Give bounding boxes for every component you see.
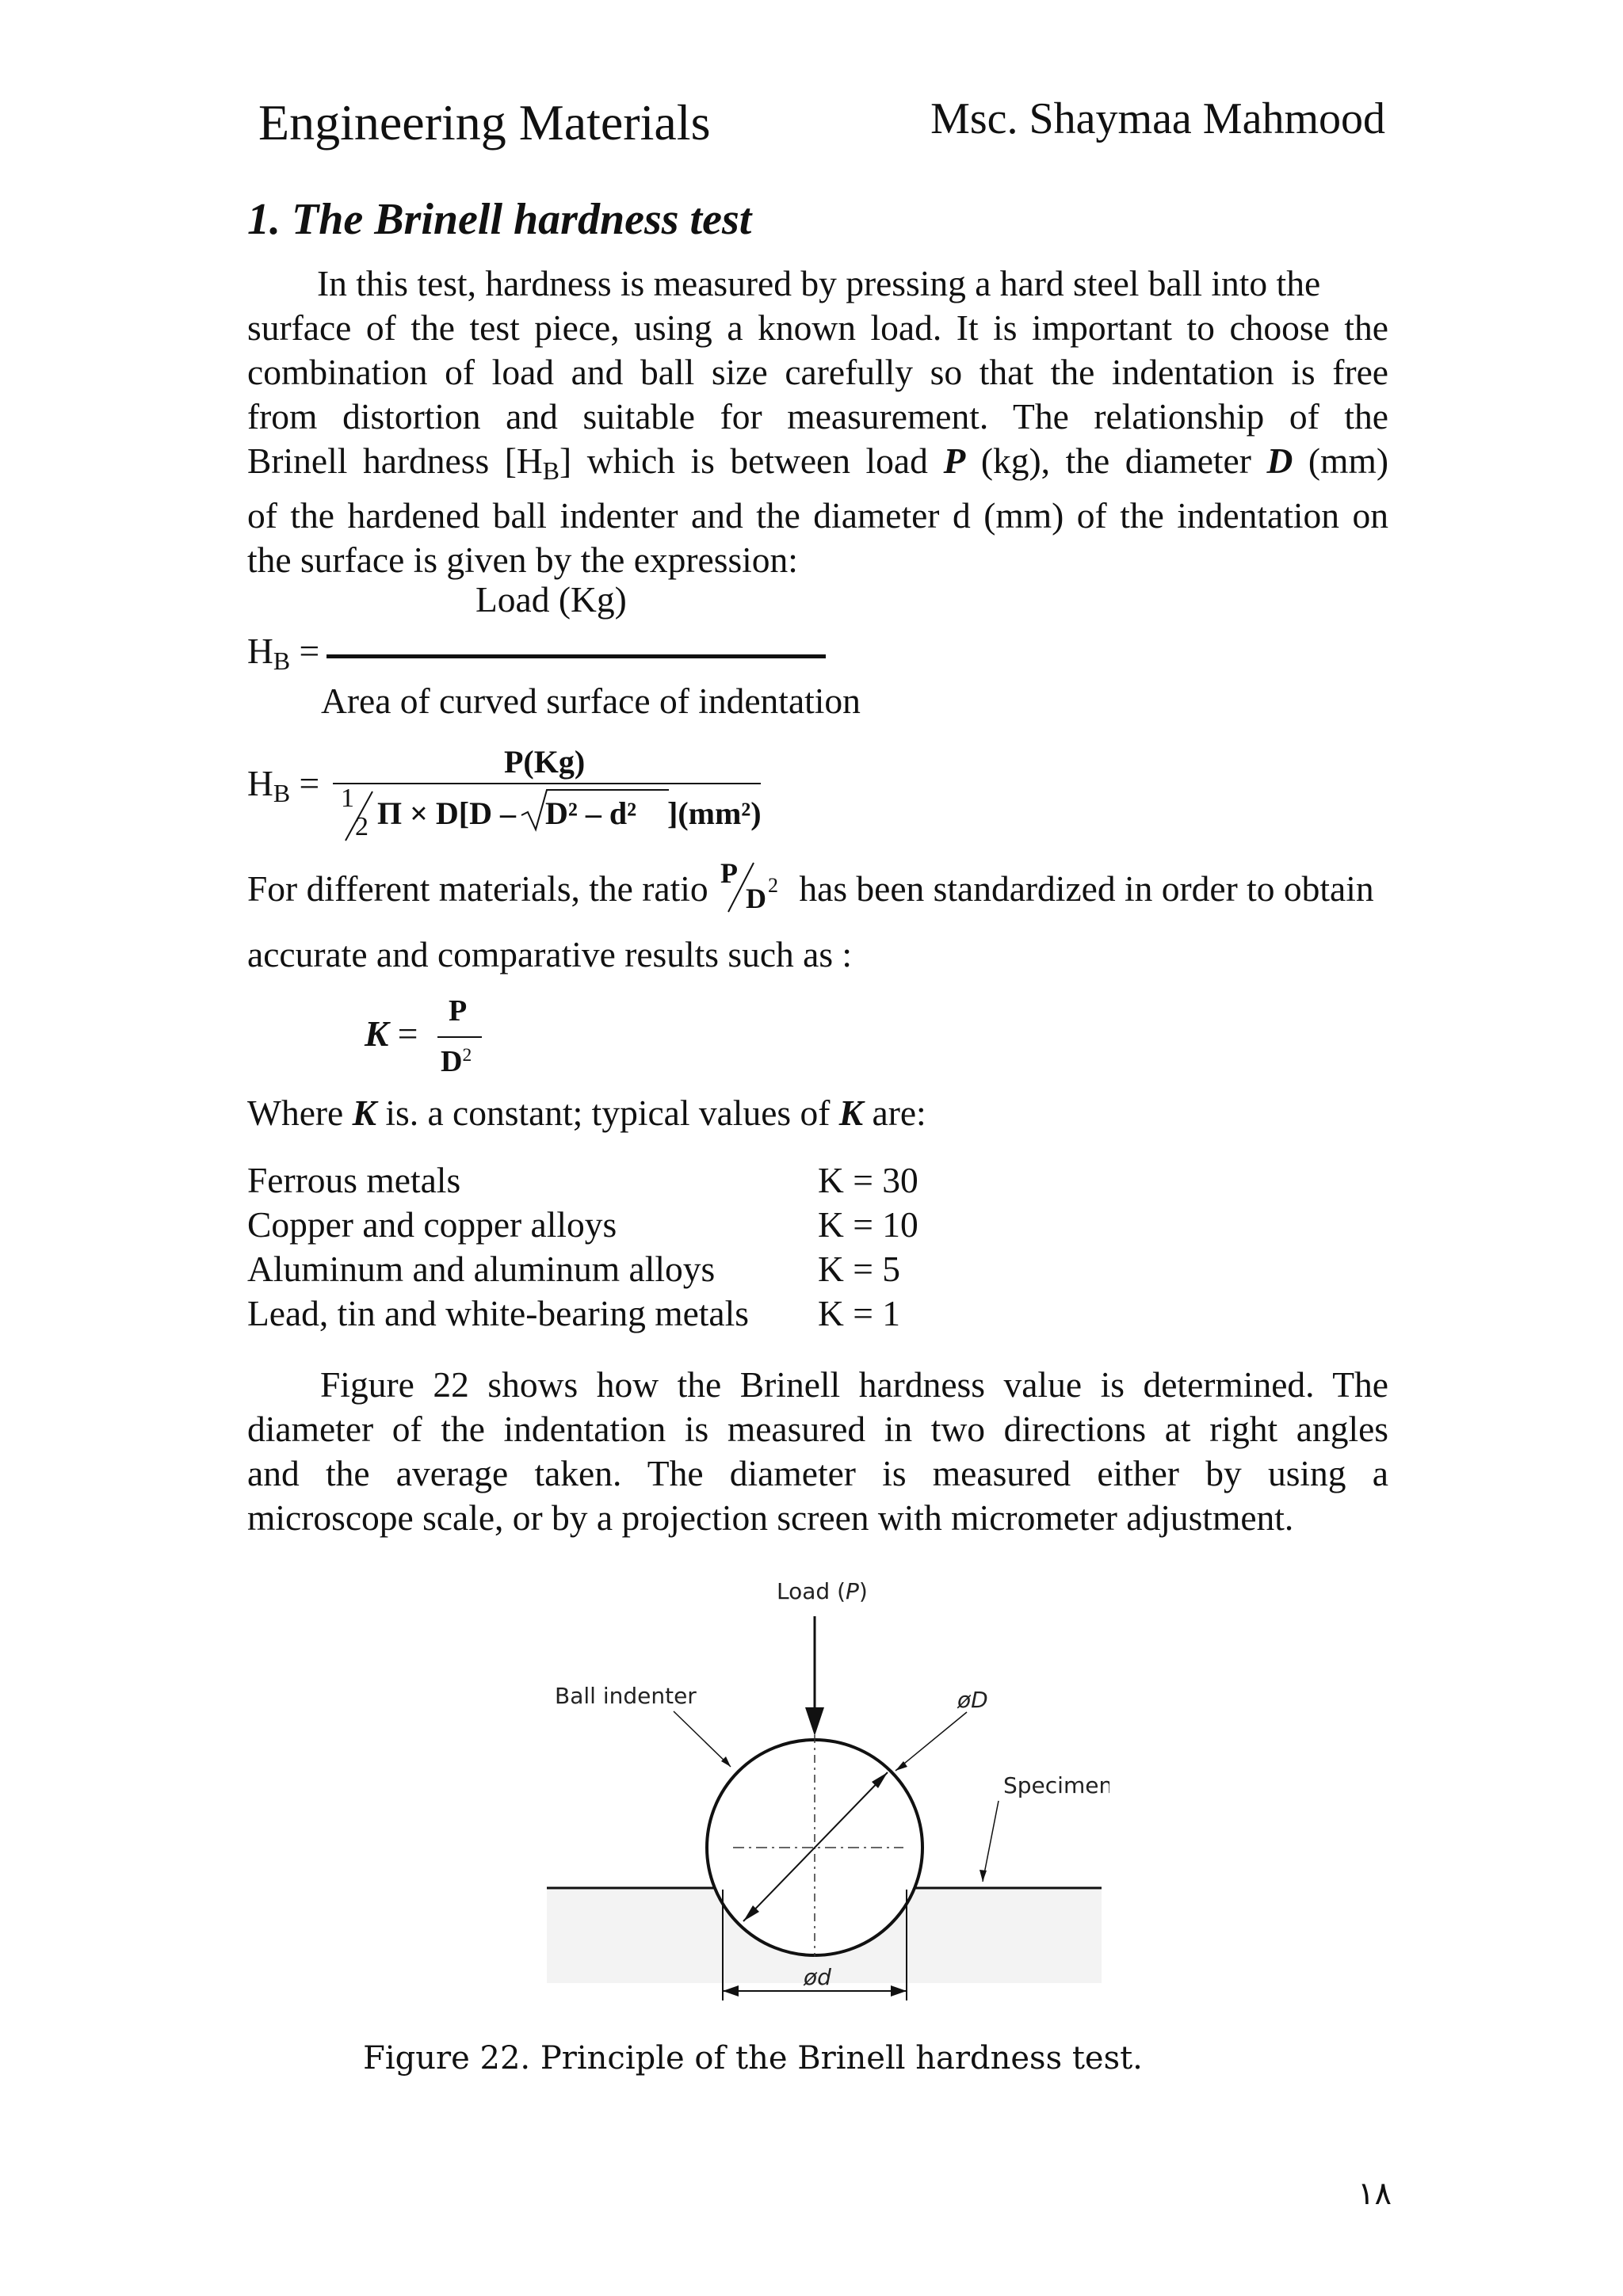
- intro-line: combination of load and ball size carefully so that the indentation is free: [247, 352, 1388, 392]
- figure-line: Figure 22 shows how the Brinell hardness value is determined. The: [320, 1364, 1388, 1405]
- page-number: ١٨: [1358, 2176, 1392, 2211]
- text-span: =: [299, 631, 320, 671]
- od-label: øD: [957, 1687, 988, 1713]
- figure-line: and the average taken. The diameter is measured either by using a: [247, 1453, 1388, 1493]
- od-small-label: ød: [804, 1964, 831, 1990]
- figure-paragraph: [247, 1363, 1388, 1540]
- text-span: (mm): [1293, 441, 1388, 481]
- text-span: D: [1266, 441, 1293, 481]
- intro-line: surface of the test piece, using a known load. It is important to choose the: [247, 307, 1388, 348]
- intro-line: the surface is given by the expression:: [247, 539, 798, 580]
- text-span: (kg), the diameter: [965, 441, 1267, 481]
- k-value: K = 10: [818, 1204, 918, 1245]
- text-span: 1: [341, 784, 354, 813]
- text-span: Where: [247, 1093, 353, 1133]
- k-material: Ferrous metals: [247, 1160, 461, 1200]
- figure-line: microscope scale, or by a projection screen with micrometer adjustment.: [247, 1497, 1294, 1538]
- formula1-numerator: Load (Kg): [475, 579, 627, 620]
- formula1-fraction-bar: [327, 654, 826, 658]
- intro-line: of the hardened ball indenter and the diameter d (mm) of the indentation on: [247, 494, 1388, 536]
- specimen-leader: [983, 1801, 999, 1882]
- brinell-figure: [539, 1557, 1109, 2032]
- text-span: has been standardized in order to obtain: [790, 868, 1374, 909]
- ratio-line-2: accurate and comparative results such as :: [247, 934, 853, 974]
- text-span: D: [441, 1045, 463, 1078]
- formula3-lhs: [365, 1013, 418, 1055]
- formula2-fraction-bar: [333, 783, 761, 784]
- text-span: H: [247, 631, 273, 671]
- text-span: Brinell hardness [H: [247, 441, 543, 481]
- text-span: Π × D[D –: [377, 795, 516, 831]
- text-span: H: [247, 763, 273, 803]
- specimen-leader-arrow: [980, 1870, 987, 1882]
- d-arrow-right: [891, 1985, 907, 1997]
- text-span: B: [273, 779, 291, 807]
- text-span: =: [299, 763, 320, 803]
- header-course-title: Engineering Materials: [258, 94, 711, 151]
- section-title: 1. The Brinell hardness test: [247, 195, 752, 244]
- text-span: P: [846, 1578, 859, 1604]
- text-span: 2: [768, 874, 778, 897]
- text-span: B: [273, 646, 291, 675]
- ball-leader-arrow: [721, 1756, 731, 1767]
- k-row: [247, 1247, 918, 1291]
- formula2-numerator: P(Kg): [504, 744, 586, 780]
- text-span: =: [397, 1013, 418, 1054]
- text-span: is. a constant; typical values of: [376, 1093, 839, 1133]
- text-span: For different materials, the ratio: [247, 868, 717, 909]
- text-span: D: [746, 883, 766, 914]
- where-k-line: [247, 1092, 926, 1134]
- formula3-fraction-bar: [437, 1036, 482, 1038]
- text-span: Load (: [777, 1578, 846, 1604]
- k-row: [247, 1291, 918, 1336]
- text-span: P: [943, 441, 966, 481]
- text-span: K: [352, 1093, 376, 1133]
- text-span: ] which is between load: [559, 441, 944, 481]
- figure-line: diameter of the indentation is measured in two directions at right angles: [247, 1409, 1388, 1449]
- text-span: are:: [863, 1093, 926, 1133]
- k-material: Lead, tin and white-bearing metals: [247, 1293, 749, 1333]
- formula2-denominator: [338, 784, 781, 844]
- formula1-lhs: [247, 630, 319, 676]
- text-span: 2: [462, 1045, 472, 1066]
- formula3-denominator: [441, 1044, 472, 1079]
- text-span: D² – d²: [545, 795, 637, 831]
- text-span: K: [365, 1013, 389, 1054]
- sqrt-bar: [550, 788, 669, 791]
- text-span: 2: [355, 812, 369, 841]
- ratio-line-1: [247, 857, 1374, 914]
- text-span: K: [838, 1093, 864, 1133]
- k-value: K = 1: [818, 1293, 901, 1333]
- k-material: Aluminum and aluminum alloys: [247, 1249, 716, 1289]
- figure-caption: Figure 22. Principle of the Brinell hardness test.: [363, 2040, 1143, 2077]
- load-arrow-head: [805, 1707, 824, 1736]
- k-row: [247, 1158, 918, 1203]
- od-leader: [896, 1712, 967, 1771]
- load-label: [777, 1578, 868, 1604]
- intro-paragraph: [247, 261, 1388, 582]
- text-span: ): [858, 1578, 868, 1604]
- formula3-numerator: P: [449, 994, 468, 1028]
- k-value: K = 30: [818, 1160, 918, 1200]
- text-span: ](mm²): [667, 795, 762, 831]
- ball-leader: [674, 1711, 731, 1767]
- text-span: P: [720, 857, 738, 889]
- ratio-fraction: [717, 857, 790, 914]
- k-material: Copper and copper alloys: [247, 1204, 617, 1245]
- k-values-table: [247, 1158, 918, 1336]
- brinell-diagram: [539, 1557, 1109, 2032]
- intro-line: [247, 439, 1388, 494]
- k-value: K = 5: [818, 1249, 901, 1289]
- ball-indenter-label: Ball indenter: [555, 1683, 697, 1709]
- k-row: [247, 1203, 918, 1247]
- text-span: B: [542, 456, 559, 485]
- formula1-denominator: Area of curved surface of indentation: [321, 681, 861, 721]
- formula2-lhs: [247, 762, 319, 808]
- specimen-label: Specimen: [1003, 1772, 1109, 1798]
- intro-line: In this test, hardness is measured by pressing a hard steel ball into the: [317, 263, 1321, 303]
- intro-line: from distortion and suitable for measurement. The relationship of the: [247, 396, 1388, 437]
- d-arrow-left: [723, 1985, 739, 1997]
- header-author: Msc. Shaymaa Mahmood: [930, 94, 1385, 143]
